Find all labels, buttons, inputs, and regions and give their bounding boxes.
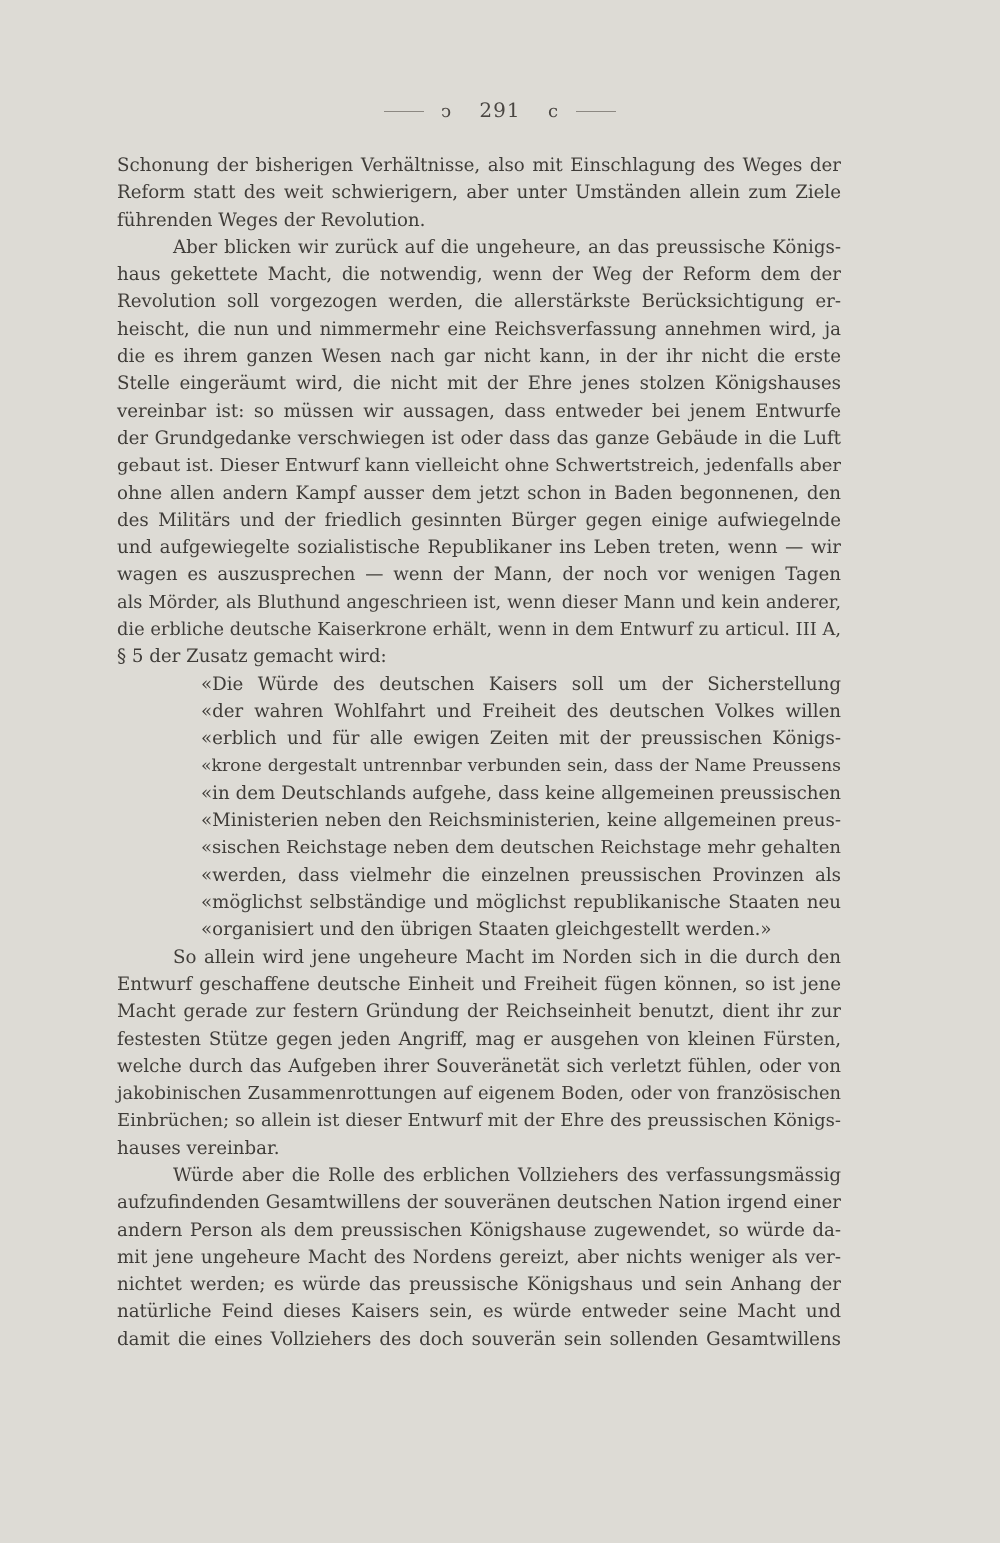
text-line: Revolution soll vorgezogen werden, die allerstärkste Berücksichtigung er-	[117, 291, 841, 313]
text-line: «erblich und für alle ewigen Zeiten mit der preussischen Königs-	[201, 728, 841, 750]
text-line: «sischen Reichstage neben dem deutschen Reichstage mehr gehalten	[201, 837, 841, 859]
text-line: und aufgewiegelte sozialistische Republikaner ins Leben treten, wenn — wir	[117, 537, 841, 559]
header-ornament-right: c	[547, 101, 560, 122]
text-line: heischt, die nun und nimmermehr eine Reichsverfassung annehmen wird, ja	[117, 318, 841, 340]
text-line: Schonung der bisherigen Verhältnisse, also mit Einschlagung des Weges der	[117, 155, 841, 176]
text-line: «Die Würde des deutschen Kaisers soll um der Sicherstellung	[201, 673, 841, 695]
text-line: welche durch das Aufgeben ihrer Souveränetät sich verletzt fühlen, oder von	[117, 1055, 841, 1077]
text-line: «werden, dass vielmehr die einzelnen preussischen Provinzen als	[201, 864, 841, 886]
text-line: hauses vereinbar.	[117, 1137, 280, 1159]
page-number: 291	[479, 98, 521, 122]
header-ornament-left: ↄ	[440, 101, 453, 122]
text-line: jakobinischen Zusammenrottungen auf eigenem Boden, oder von französischen	[117, 1083, 841, 1105]
text-line: Aber blicken wir zurück auf die ungeheure, an das preussische Königs-	[173, 236, 841, 258]
text-line: andern Person als dem preussischen Königshause zugewendet, so würde da-	[117, 1219, 841, 1241]
text-line: die erbliche deutsche Kaiserkrone erhält, wenn in dem Entwurf zu articul. III A,	[117, 619, 841, 641]
text-line: «möglichst selbständige und möglichst republikanische Staaten neu	[201, 892, 841, 914]
text-line: vereinbar ist: so müssen wir aussagen, dass entweder bei jenem Entwurfe	[117, 400, 841, 422]
text-line: Stelle eingeräumt wird, die nicht mit der Ehre jenes stolzen Königshauses	[117, 373, 841, 395]
text-line: die es ihrem ganzen Wesen nach gar nicht kann, in der ihr nicht die erste	[117, 346, 841, 368]
text-line: des Militärs und der friedlich gesinnten Bürger gegen einige aufwiegelnde	[117, 509, 841, 531]
text-line: Würde aber die Rolle des erblichen Vollziehers des verfassungsmässig	[173, 1164, 841, 1186]
text-line: wagen es auszusprechen — wenn der Mann, der noch vor wenigen Tagen	[117, 564, 841, 586]
header-rule-left	[384, 111, 424, 112]
text-line: «krone dergestalt untrennbar verbunden sein, dass der Name Preussens	[201, 755, 841, 776]
text-line: So allein wird jene ungeheure Macht im Norden sich in die durch den	[173, 946, 841, 968]
text-line: «in dem Deutschlands aufgehe, dass keine allgemeinen preussischen	[201, 782, 841, 804]
text-line: § 5 der Zusatz gemacht wird:	[117, 646, 387, 668]
text-line: Reform statt des weit schwierigern, aber unter Umständen allein zum Ziele	[117, 182, 841, 204]
text-line: «organisiert und den übrigen Staaten gleichgestellt werden.»	[201, 919, 772, 941]
text-line: Macht gerade zur festern Gründung der Reichseinheit benutzt, dient ihr zur	[117, 1001, 841, 1023]
text-line: Einbrüchen; so allein ist dieser Entwurf mit der Ehre des preussischen Königs-	[117, 1110, 841, 1132]
text-line: «der wahren Wohlfahrt und Freiheit des deutschen Volkes willen	[201, 700, 841, 722]
text-line: festesten Stütze gegen jeden Angriff, mag er ausgehen von kleinen Fürsten,	[117, 1028, 841, 1050]
text-line: aufzufindenden Gesamtwillens der souveränen deutschen Nation irgend einer	[117, 1192, 841, 1214]
text-line: nichtet werden; es würde das preussische Königshaus und sein Anhang der	[117, 1274, 841, 1296]
body-text	[117, 152, 841, 1353]
text-line: haus gekettete Macht, die notwendig, wenn der Weg der Reform dem der	[117, 264, 841, 286]
text-line: natürliche Feind dieses Kaisers sein, es würde entweder seine Macht und	[117, 1301, 841, 1323]
text-line: «Ministerien neben den Reichsministerien, keine allgemeinen preus-	[201, 810, 841, 832]
text-line: damit die eines Vollziehers des doch souverän sein sollenden Gesamtwillens	[117, 1328, 841, 1350]
text-line: der Grundgedanke verschwiegen ist oder dass das ganze Gebäude in die Luft	[117, 427, 841, 449]
page-header	[0, 98, 1000, 122]
text-line: führenden Weges der Revolution.	[117, 209, 426, 231]
text-line: gebaut ist. Dieser Entwurf kann vielleicht ohne Schwertstreich, jedenfalls aber	[117, 455, 841, 477]
text-line: als Mörder, als Bluthund angeschrieen ist, wenn dieser Mann und kein anderer,	[117, 591, 841, 613]
header-rule-right	[576, 111, 616, 112]
text-line: Entwurf geschaffene deutsche Einheit und Freiheit fügen können, so ist jene	[117, 973, 841, 995]
text-line: ohne allen andern Kampf ausser dem jetzt schon in Baden begonnenen, den	[117, 482, 841, 504]
text-line: mit jene ungeheure Macht des Nordens gereizt, aber nichts weniger als ver-	[117, 1246, 841, 1268]
